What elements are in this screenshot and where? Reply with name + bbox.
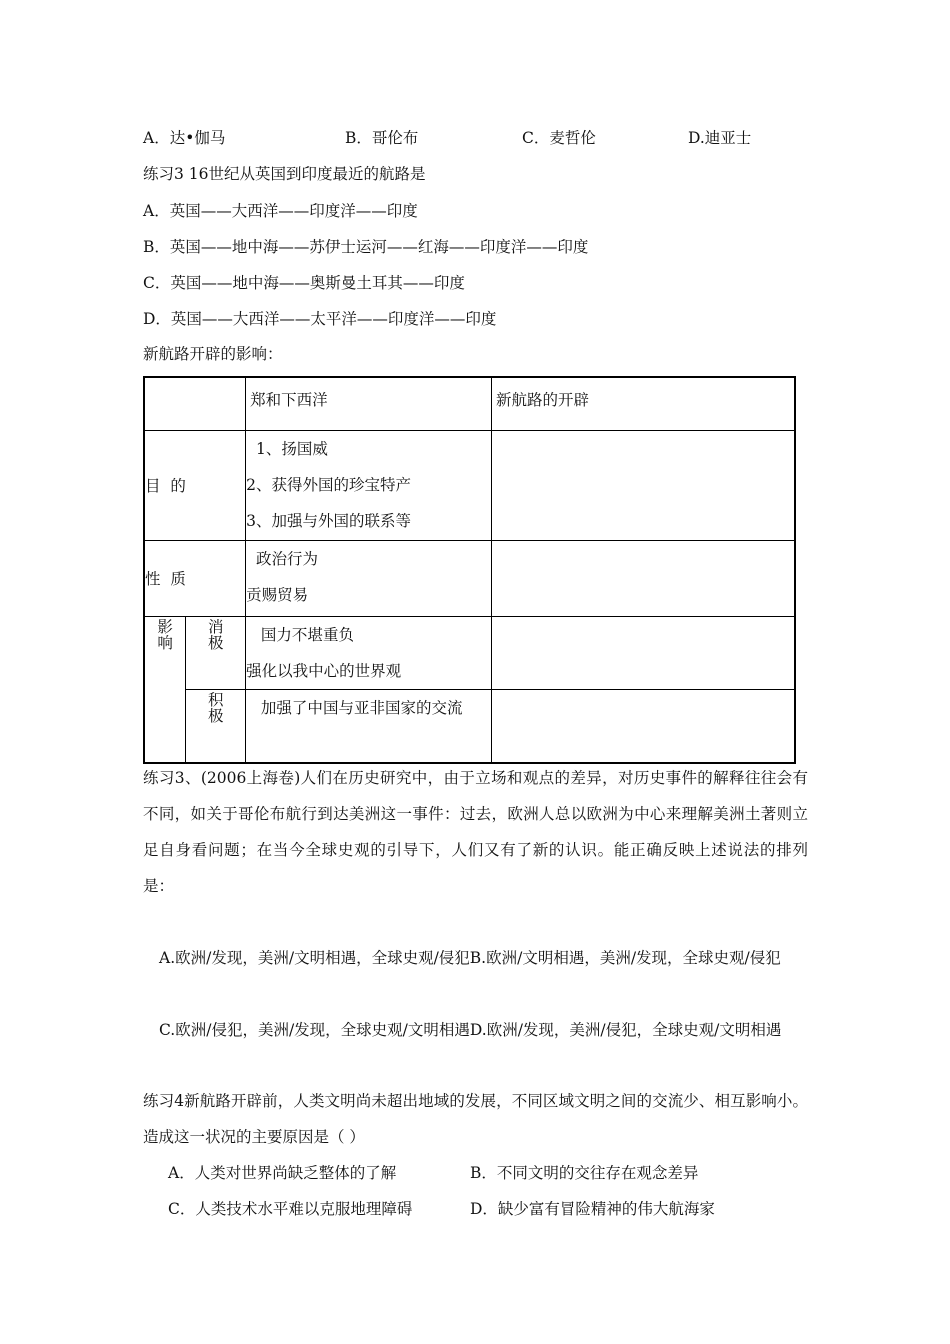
impact-label-cell (144, 616, 186, 763)
exercise-4-option-a: A．人类对世界尚缺乏整体的了解 (168, 1164, 397, 1182)
table-header-row (144, 377, 795, 430)
negative-impact-row (144, 616, 795, 689)
purpose-new-route-cell (492, 430, 796, 540)
negative-label-cell (186, 616, 246, 689)
positive-zhenghe-cell (246, 689, 492, 763)
negative-item: 国力不堪重负 (246, 625, 354, 644)
purpose-label: 目 的 (145, 477, 186, 495)
nature-new-route-cell (492, 540, 796, 616)
nature-row (144, 540, 795, 616)
header-zhenghe (246, 377, 492, 430)
option-a: A．达•伽马 (143, 129, 226, 147)
exercise-3b-question: 练习3、(2006上海卷)人们在历史研究中，由于立场和观点的差异，对历史事件的解释往往会有不同，如关于哥伦布航行到达美洲这一事件：过去，欧洲人总以欧洲为中心来理解美洲土著则立足自身看问题；在当今全球史观的引导下，人们又有了新的认识。能正确反映上述说法的排列是： (143, 769, 808, 895)
negative-zhenghe-cell (246, 616, 492, 689)
exercise-3-option-a: A．英国——大西洋——印度洋——印度 (143, 202, 418, 220)
exercise-3b-option-ab: A.欧洲/发现，美洲/文明相遇，全球史观/侵犯B.欧洲/文明相遇，美洲/发现，全球史观/侵犯 (159, 949, 781, 967)
negative-new-route-cell (492, 616, 796, 689)
purpose-item: 1、扬国威 (246, 439, 328, 458)
exercise-4-option-d: D．缺少富有冒险精神的伟大航海家 (470, 1200, 715, 1218)
nature-zhenghe-cell (246, 540, 492, 616)
exercise-4-question: 练习4新航路开辟前，人类文明尚未超出地域的发展，不同区域文明之间的交流少、相互影响小。造成这一状况的主要原因是（ ） (143, 1092, 808, 1146)
purpose-row (144, 430, 795, 540)
positive-label-cell (186, 689, 246, 763)
exercise-3-option-d: D．英国——大西洋——太平洋——印度洋——印度 (143, 310, 497, 328)
exercise-3b-option-cd: C.欧洲/侵犯，美洲/发现，全球史观/文明相遇D.欧洲/发现，美洲/侵犯，全球史观/文明相遇 (159, 1021, 782, 1039)
negative-item: 强化以我中心的世界观 (246, 661, 402, 680)
impact-label: 影响 (157, 617, 173, 652)
header-zhenghe-label: 郑和下西洋 (250, 391, 328, 409)
comparison-table (143, 376, 796, 764)
header-new-route-label: 新航路的开辟 (496, 391, 590, 409)
exercise-3-option-b: B．英国——地中海——苏伊士运河——红海——印度洋——印度 (143, 238, 589, 256)
purpose-zhenghe-cell (246, 430, 492, 540)
positive-impact-row (144, 689, 795, 763)
positive-label: 积极 (208, 690, 224, 725)
nature-item: 政治行为 (246, 549, 319, 568)
purpose-item: 3、加强与外国的联系等 (246, 511, 412, 530)
nature-item: 贡赐贸易 (246, 585, 309, 604)
nature-label: 性 质 (145, 570, 186, 588)
positive-item: 加强了中国与亚非国家的交流 (246, 698, 463, 717)
option-b: B．哥伦布 (345, 129, 419, 147)
header-empty-cell (144, 377, 246, 430)
negative-label: 消极 (208, 617, 224, 652)
impact-heading: 新航路开辟的影响： (143, 345, 283, 363)
exercise-3-title: 练习3 16世纪从英国到印度最近的航路是 (143, 165, 426, 183)
option-c: C．麦哲伦 (522, 129, 596, 147)
exercise-3-option-c: C．英国——地中海——奥斯曼土耳其——印度 (143, 274, 465, 292)
positive-new-route-cell (492, 689, 796, 763)
purpose-item: 2、获得外国的珍宝特产 (246, 475, 412, 494)
header-new-route (492, 377, 796, 430)
purpose-label-cell (144, 430, 246, 540)
option-d: D.迪亚士 (688, 129, 752, 147)
exercise-4-option-b: B．不同文明的交往存在观念差异 (470, 1164, 699, 1182)
exercise-4-option-c: C．人类技术水平难以克服地理障碍 (168, 1200, 413, 1218)
nature-label-cell (144, 540, 246, 616)
